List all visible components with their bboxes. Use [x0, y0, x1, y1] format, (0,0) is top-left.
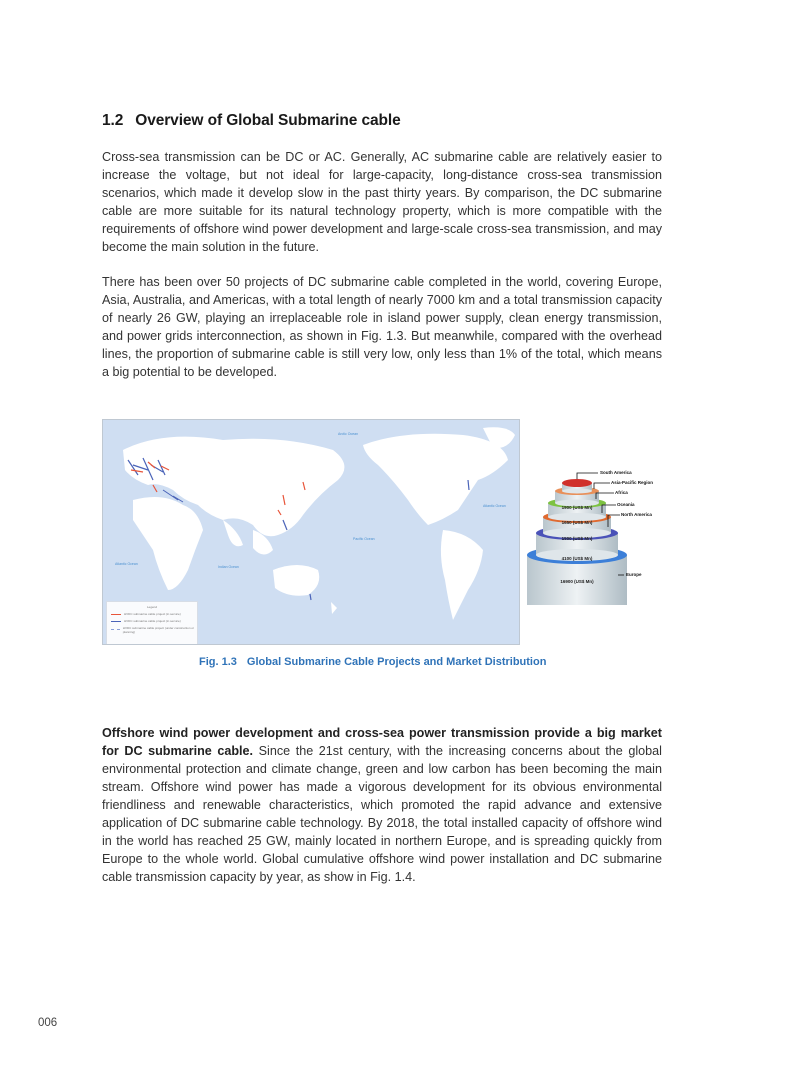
tier-region-label: Europe — [626, 572, 642, 577]
paragraph-2: There has been over 50 projects of DC submarine cable completed in the world, covering Europe, Asia, Australia, and Americas, with a total length of nearly 7000 km and a total transmission capacity of nearly 26 GW, playing an irreplaceable role in island power supply, clean energy transmission, and power grids interconnection, as shown in Fig. 1.3. But meanwhile, compared with the overhead lines, the proportion of submarine cable is still very low, only less than 1% of the total, which means a big potential to be developed. — [102, 275, 662, 379]
ocean-label: Arctic Ocean — [338, 432, 359, 436]
legend-item: HVDC submarine cable project (in service) — [111, 619, 197, 623]
ocean-label: Atlantic Ocean — [483, 504, 506, 508]
paragraph-3 — [102, 724, 662, 886]
world-map-figure — [102, 419, 520, 645]
tier-value: 1500 (US$ Mn) — [561, 536, 593, 541]
paragraph-3-body: Since the 21st century, with the increasing concerns about the global environmental protection and climate change, green and low carbon has been becoming the main stream. Offshore wind power has made a vigorous development for its obvious environmental friendliness and renewable characteristics, which promoted the rapid advance and extensive application of DC submarine cable technology. By 2018, the total installed capacity of offshore wind in the world has reached 25 GW, mainly located in northern Europe, and is spreading quickly from Europe to the whole world. Global cumulative offshore wind power installation and DC submarine cable transmission capacity by year, as show in Fig. 1.4. — [102, 744, 662, 884]
legend-item: HVDC submarine cable project (in service) — [111, 612, 197, 616]
tiered-cake-icon — [522, 465, 672, 610]
figure-caption-text: Global Submarine Cable Projects and Market Distribution — [246, 656, 547, 668]
ocean-label: Atlantic Ocean — [115, 562, 138, 566]
tier-region-label: Africa — [615, 490, 628, 495]
map-legend — [106, 601, 198, 645]
tier-region-label: Asia-Pacific Region — [611, 480, 654, 485]
paragraph-1: Cross-sea transmission can be DC or AC. Generally, AC submarine cable are relatively easier to increase the voltage, but not ideal for large-capacity, long-distance cross-sea transmission scenarios, which made it develop slow in the past thirty years. By comparison, the DC submarine cable are more suitable for its natural technology property, which is more compatible with the requirements of offshore wind power development and large-scale cross-sea transmission, and may become the main solution in the future. — [102, 150, 662, 254]
legend-item: HVDC submarine cable project (under construction or planning) — [111, 626, 197, 634]
ocean-label: Indian Ocean — [218, 565, 239, 569]
market-tier-chart — [522, 465, 672, 610]
tier-value: 16900 (US$ Mn) — [560, 579, 594, 584]
legend-swatch-icon — [111, 614, 121, 615]
tier-value: 4100 (US$ Mn) — [561, 556, 593, 561]
ocean-label: Pacific Ocean — [353, 537, 375, 541]
page-number: 006 — [38, 1017, 58, 1029]
tier-region-label: South America — [600, 470, 632, 475]
legend-swatch-icon — [111, 629, 120, 631]
legend-swatch-icon — [111, 621, 121, 622]
legend-title: Legend — [146, 605, 157, 609]
tier-region-label: North America — [621, 512, 652, 517]
section-heading — [102, 112, 401, 130]
figure-caption — [199, 656, 546, 668]
tier-value: 1650 (US$ Mn) — [561, 520, 593, 525]
section-number: 1.2 — [102, 112, 124, 129]
section-title: Overview of Global Submarine cable — [135, 112, 401, 129]
tier-region-label: Oceania — [617, 502, 635, 507]
tier-value: 1900 (US$ Mn) — [561, 505, 593, 510]
paragraph-3-lead: Offshore wind power development and cross-sea power transmission provide a big market for DC submarine cable. — [102, 726, 662, 758]
figure-number: Fig. 1.3 — [199, 656, 237, 668]
